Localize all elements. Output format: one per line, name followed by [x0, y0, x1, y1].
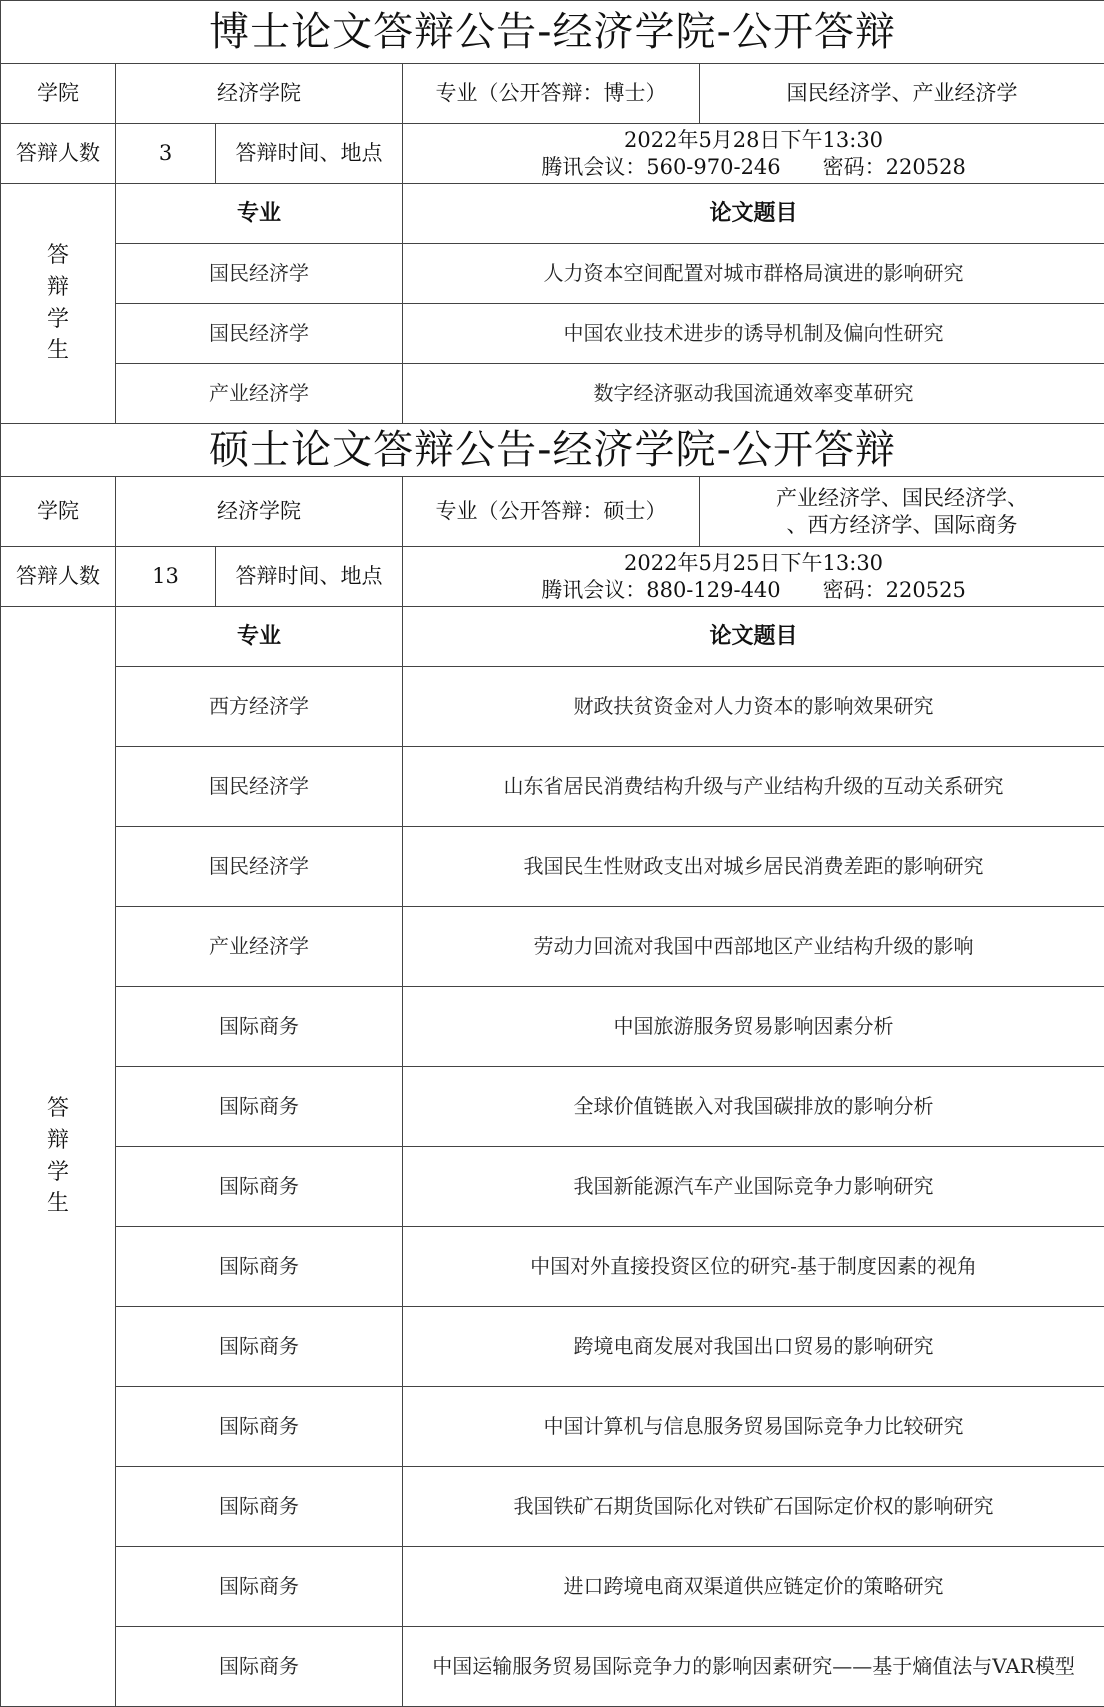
- doctoral-time-line1: 2022年5月28日下午13:30: [403, 127, 1104, 153]
- masters-major-line2: 、西方经济学、国际商务: [700, 512, 1104, 538]
- table-row: [1, 1387, 1104, 1467]
- masters-row-major: 国际商务: [116, 1067, 403, 1147]
- masters-major-label: 专业（公开答辩：硕士）: [403, 477, 700, 547]
- masters-row-major: 国际商务: [116, 987, 403, 1067]
- doctoral-college-label: 学院: [1, 64, 116, 124]
- table-row: [1, 747, 1104, 827]
- doctoral-col-major: 专业: [116, 184, 403, 244]
- masters-col-topic: 论文题目: [403, 607, 1104, 667]
- doctoral-students-char-3: 生: [1, 335, 115, 367]
- masters-row-major: 国际商务: [116, 1227, 403, 1307]
- table-row: [1, 1547, 1104, 1627]
- doctoral-count-label: 答辩人数: [1, 124, 116, 184]
- doctoral-col-topic: 论文题目: [403, 184, 1104, 244]
- doctoral-row-major: 国民经济学: [116, 304, 403, 364]
- masters-students-label: [1, 607, 116, 1707]
- masters-major-line1: 产业经济学、国民经济学、: [700, 485, 1104, 511]
- masters-time-line2: 腾讯会议：880-129-440 密码：220525: [403, 577, 1104, 603]
- masters-row-topic: 我国新能源汽车产业国际竞争力影响研究: [403, 1147, 1104, 1227]
- masters-row-major: 国际商务: [116, 1627, 403, 1707]
- masters-row-topic: 山东省居民消费结构升级与产业结构升级的互动关系研究: [403, 747, 1104, 827]
- doctoral-row-topic: 中国农业技术进步的诱导机制及偏向性研究: [403, 304, 1104, 364]
- table-row: [1, 364, 1104, 424]
- masters-row-topic: 中国计算机与信息服务贸易国际竞争力比较研究: [403, 1387, 1104, 1467]
- table-row: [1, 1627, 1104, 1707]
- masters-time-label: 答辩时间、地点: [216, 547, 403, 607]
- doctoral-row-major: 产业经济学: [116, 364, 403, 424]
- masters-row-major: 国际商务: [116, 1467, 403, 1547]
- doctoral-college-value: 经济学院: [116, 64, 403, 124]
- table-row: [1, 244, 1104, 304]
- table-row: [1, 1067, 1104, 1147]
- masters-college-label: 学院: [1, 477, 116, 547]
- doctoral-students-label: [1, 184, 116, 424]
- masters-row-major: 国际商务: [116, 1147, 403, 1227]
- masters-row-topic: 我国铁矿石期货国际化对铁矿石国际定价权的影响研究: [403, 1467, 1104, 1547]
- doctoral-count-value: 3: [116, 124, 216, 184]
- doctoral-row-major: 国民经济学: [116, 244, 403, 304]
- masters-row-major: 西方经济学: [116, 667, 403, 747]
- table-row: [1, 907, 1104, 987]
- masters-row-topic: 中国旅游服务贸易影响因素分析: [403, 987, 1104, 1067]
- masters-row-major: 国民经济学: [116, 827, 403, 907]
- masters-students-char-2: 学: [1, 1157, 115, 1189]
- masters-row-major: 国际商务: [116, 1387, 403, 1467]
- masters-row-major: 国际商务: [116, 1307, 403, 1387]
- masters-row-topic: 财政扶贫资金对人力资本的影响效果研究: [403, 667, 1104, 747]
- table-row: [1, 667, 1104, 747]
- masters-row-major: 国际商务: [116, 1547, 403, 1627]
- masters-students-char-3: 生: [1, 1188, 115, 1220]
- doctoral-row-topic: 数字经济驱动我国流通效率变革研究: [403, 364, 1104, 424]
- table-row: [1, 304, 1104, 364]
- doctoral-title: 博士论文答辩公告-经济学院-公开答辩: [1, 1, 1104, 64]
- masters-count-value: 13: [116, 547, 216, 607]
- doctoral-major-label: 专业（公开答辩：博士）: [403, 64, 700, 124]
- table-row: [1, 1467, 1104, 1547]
- table-row: [1, 1227, 1104, 1307]
- masters-col-major: 专业: [116, 607, 403, 667]
- masters-row-major: 国民经济学: [116, 747, 403, 827]
- masters-time-value: [403, 547, 1104, 607]
- table-row: [1, 827, 1104, 907]
- masters-row-topic: 我国民生性财政支出对城乡居民消费差距的影响研究: [403, 827, 1104, 907]
- masters-college-value: 经济学院: [116, 477, 403, 547]
- table-row: [1, 1147, 1104, 1227]
- doctoral-major-value: 国民经济学、产业经济学: [700, 64, 1104, 124]
- masters-row-major: 产业经济学: [116, 907, 403, 987]
- masters-major-value: [700, 477, 1104, 547]
- doctoral-time-value: [403, 124, 1104, 184]
- table-row: [1, 987, 1104, 1067]
- masters-students-char-0: 答: [1, 1093, 115, 1125]
- masters-row-topic: 中国运输服务贸易国际竞争力的影响因素研究——基于熵值法与VAR模型: [403, 1627, 1104, 1707]
- doctoral-row-topic: 人力资本空间配置对城市群格局演进的影响研究: [403, 244, 1104, 304]
- doctoral-students-char-2: 学: [1, 304, 115, 336]
- masters-students-char-1: 辩: [1, 1125, 115, 1157]
- table-row: [1, 1307, 1104, 1387]
- masters-time-line1: 2022年5月25日下午13:30: [403, 550, 1104, 576]
- masters-title: 硕士论文答辩公告-经济学院-公开答辩: [1, 424, 1104, 477]
- doctoral-time-label: 答辩时间、地点: [216, 124, 403, 184]
- masters-count-label: 答辩人数: [1, 547, 116, 607]
- doctoral-students-char-1: 辩: [1, 272, 115, 304]
- doctoral-time-line2: 腾讯会议：560-970-246 密码：220528: [403, 154, 1104, 180]
- masters-row-topic: 跨境电商发展对我国出口贸易的影响研究: [403, 1307, 1104, 1387]
- masters-row-topic: 劳动力回流对我国中西部地区产业结构升级的影响: [403, 907, 1104, 987]
- masters-row-topic: 全球价值链嵌入对我国碳排放的影响分析: [403, 1067, 1104, 1147]
- doctoral-students-char-0: 答: [1, 240, 115, 272]
- masters-row-topic: 进口跨境电商双渠道供应链定价的策略研究: [403, 1547, 1104, 1627]
- masters-row-topic: 中国对外直接投资区位的研究-基于制度因素的视角: [403, 1227, 1104, 1307]
